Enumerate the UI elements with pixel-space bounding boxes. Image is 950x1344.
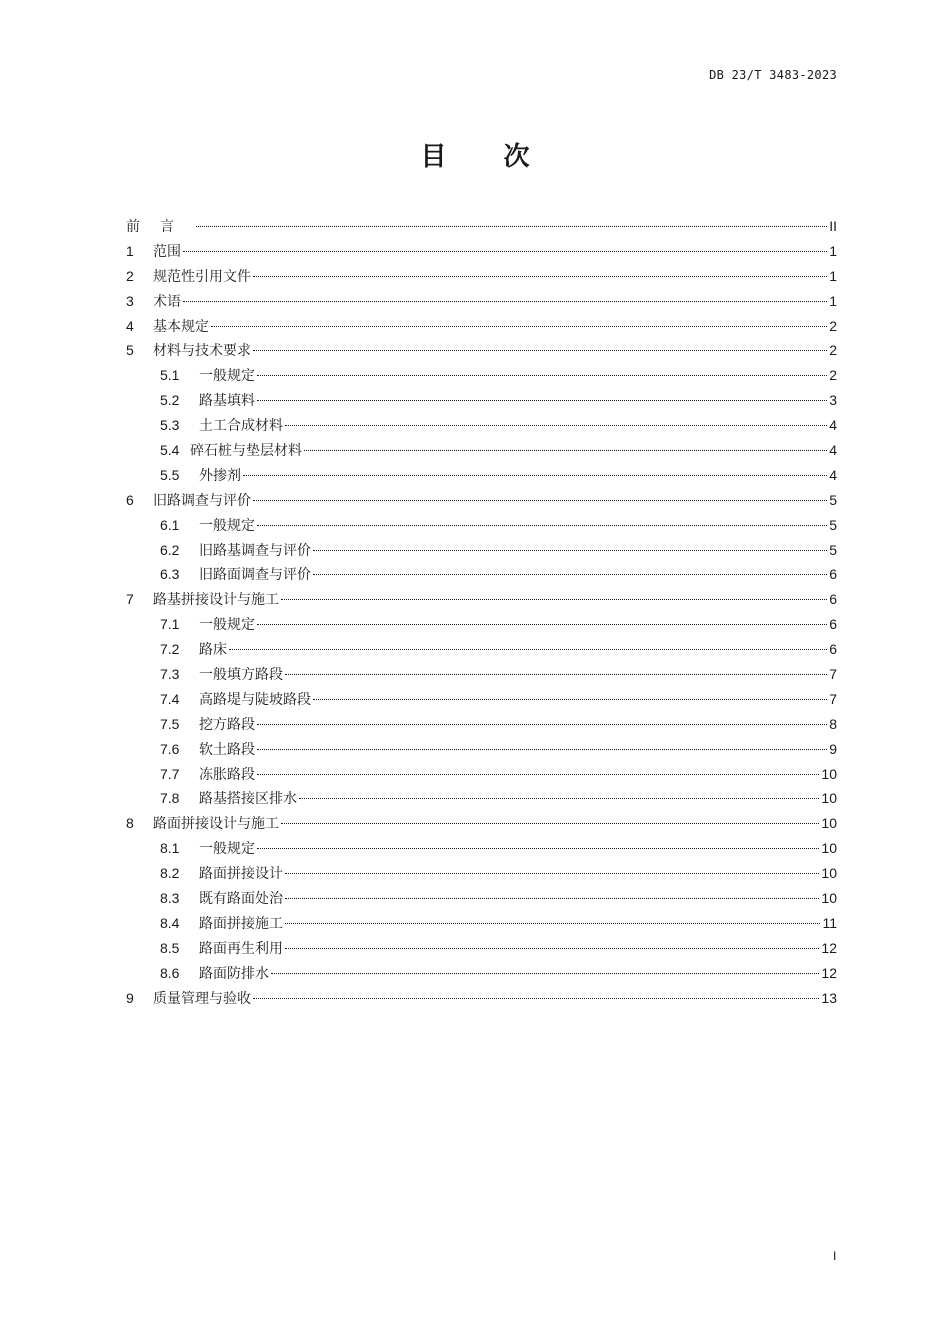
dot-leader — [313, 573, 827, 575]
toc-entry[interactable] — [126, 911, 837, 936]
dot-leader — [271, 972, 819, 974]
dot-leader — [253, 349, 827, 351]
toc-entry-label: 高路堤与陡坡路段 — [199, 691, 311, 708]
toc-entry-number: 4 — [126, 317, 134, 334]
toc-entry-label: 路面拼接施工 — [199, 915, 283, 932]
toc-entry-page: 10 — [821, 890, 837, 907]
toc-entry-number: 7.4 — [160, 690, 180, 707]
toc-entry-page: 7 — [829, 666, 837, 683]
toc-entry-label: 一般填方路段 — [199, 667, 283, 684]
toc-entry-number: 8.3 — [160, 890, 180, 907]
toc-entry-label: 既有路面处治 — [199, 891, 283, 908]
toc-entry-page: 10 — [821, 840, 837, 857]
toc-entry[interactable] — [126, 612, 837, 637]
toc-entry-page: 13 — [821, 989, 837, 1006]
dot-leader — [285, 947, 819, 949]
toc-entry-label: 外掺剂 — [199, 467, 241, 484]
toc-entry-page: 8 — [829, 715, 837, 732]
toc-entry-number: 8.1 — [160, 840, 180, 857]
toc-entry-label: 路面防排水 — [199, 965, 269, 982]
toc-entry-number: 6.1 — [160, 516, 180, 533]
toc-entry-label: 术语 — [153, 293, 181, 310]
toc-entry-number: 6.3 — [160, 566, 180, 583]
toc-entry-page: 10 — [821, 815, 837, 832]
toc-entry-page: 4 — [829, 417, 837, 434]
toc-entry[interactable] — [126, 687, 837, 712]
toc-entry-number: 8.2 — [160, 865, 180, 882]
dot-leader — [257, 399, 827, 401]
toc-entry-label: 挖方路段 — [199, 716, 255, 733]
dot-leader — [253, 499, 827, 501]
toc-entry-label: 冻胀路段 — [199, 766, 255, 783]
toc-entry-label: 软土路段 — [199, 741, 255, 758]
dot-leader — [211, 325, 827, 327]
toc-entry[interactable] — [126, 737, 837, 762]
toc-entry-page: 10 — [821, 765, 837, 782]
toc-entry-label: 路床 — [199, 642, 227, 659]
toc-entry[interactable] — [126, 936, 837, 961]
toc-entry-label: 前言 — [126, 219, 194, 235]
toc-entry-label: 范围 — [153, 243, 181, 260]
toc-entry[interactable] — [126, 811, 837, 836]
toc-entry-page: 1 — [829, 242, 837, 259]
toc-entry[interactable] — [126, 836, 837, 861]
toc-entry-page: 10 — [821, 865, 837, 882]
toc-entry-number: 7.3 — [160, 666, 180, 683]
toc-entry-page: 12 — [821, 964, 837, 981]
toc-entry-page: 11 — [822, 914, 837, 931]
toc-entry[interactable] — [126, 587, 837, 612]
dot-leader — [313, 698, 827, 700]
toc-entry-number: 7 — [126, 591, 134, 608]
toc-entry-page: 6 — [829, 641, 837, 658]
toc-entry[interactable] — [126, 513, 837, 538]
toc-entry-page: 1 — [829, 292, 837, 309]
toc-entry-page: 5 — [829, 491, 837, 508]
toc-entry[interactable] — [126, 264, 837, 289]
toc-entry-label: 质量管理与验收 — [153, 990, 251, 1007]
toc-entry-number: 9 — [126, 989, 134, 1006]
toc-entry-number: 8.5 — [160, 939, 180, 956]
toc-entry-label: 旧路调查与评价 — [153, 492, 251, 509]
dot-leader — [196, 225, 827, 227]
toc-entry-number: 1 — [126, 242, 134, 259]
toc-entry-label: 路基填料 — [199, 393, 255, 410]
dot-leader — [229, 648, 827, 650]
toc-entry[interactable] — [126, 463, 837, 488]
toc-entry-number: 8.4 — [160, 914, 180, 931]
toc-entry-label: 一般规定 — [199, 617, 255, 634]
toc-entry-page: 1 — [829, 267, 837, 284]
toc-entry[interactable] — [126, 538, 837, 563]
dot-leader — [257, 847, 819, 849]
dot-leader — [313, 549, 827, 551]
dot-leader — [285, 424, 827, 426]
toc-entry-number: 5 — [126, 342, 134, 359]
toc-entry-label: 旧路面调查与评价 — [199, 567, 311, 584]
toc-entry-number: 6.2 — [160, 541, 180, 558]
toc-entry-label: 路面拼接设计与施工 — [153, 816, 279, 833]
dot-leader — [253, 997, 819, 999]
toc-entry-page: 2 — [829, 367, 837, 384]
toc-entry-number: 7.5 — [160, 715, 180, 732]
toc-entry[interactable] — [126, 562, 837, 587]
toc-entry-page: 5 — [829, 541, 837, 558]
toc-entry[interactable] — [126, 961, 837, 986]
toc-entry-number: 2 — [126, 267, 134, 284]
toc-entry-number: 7.1 — [160, 616, 180, 633]
toc-entry-number: 5.1 — [160, 367, 180, 384]
toc-entry-page: 4 — [829, 466, 837, 483]
toc-entry-label: 一般规定 — [199, 517, 255, 534]
dot-leader — [243, 474, 827, 476]
toc-entry[interactable] — [126, 786, 837, 811]
toc-entry-label: 路面再生利用 — [199, 940, 283, 957]
toc-entry[interactable] — [126, 289, 837, 314]
dot-leader — [257, 524, 827, 526]
toc-entry-number: 5.3 — [160, 417, 180, 434]
toc-entry-label: 一般规定 — [199, 841, 255, 858]
toc-entry-number: 5.4 — [160, 442, 180, 459]
toc-entry-label: 规范性引用文件 — [153, 268, 251, 285]
toc-entry-page: 2 — [829, 342, 837, 359]
toc-entry-label: 路基搭接区排水 — [199, 791, 297, 808]
toc-entry-label: 基本规定 — [153, 318, 209, 335]
toc-entry[interactable] — [126, 637, 837, 662]
toc-entry-page: 7 — [829, 690, 837, 707]
toc-entry-number: 7.7 — [160, 765, 180, 782]
document-code: DB 23/T 3483-2023 — [709, 68, 837, 82]
page-title: 目 次 — [420, 142, 554, 172]
toc-entry-page: 2 — [829, 317, 837, 334]
dot-leader — [257, 773, 819, 775]
toc-entry[interactable] — [126, 314, 837, 339]
toc-entry[interactable] — [126, 363, 837, 388]
toc-entry-page: 10 — [821, 790, 837, 807]
dot-leader — [304, 449, 827, 451]
toc-entry-number: 8 — [126, 815, 134, 832]
toc-entry-label: 碎石桩与垫层材料 — [190, 443, 302, 460]
dot-leader — [281, 822, 819, 824]
toc-entry[interactable] — [126, 438, 837, 463]
toc-entry-page: II — [829, 218, 837, 234]
toc-entry-number: 7.2 — [160, 641, 180, 658]
dot-leader — [281, 598, 827, 600]
dot-leader — [285, 872, 819, 874]
toc-entry[interactable] — [126, 488, 837, 513]
toc-entry[interactable] — [126, 712, 837, 737]
toc-entry[interactable] — [126, 214, 837, 239]
toc-entry[interactable] — [126, 338, 837, 363]
dot-leader — [257, 374, 827, 376]
toc-entry-page: 5 — [829, 516, 837, 533]
toc-entry-label: 路面拼接设计 — [199, 866, 283, 883]
toc-entry-label: 路基拼接设计与施工 — [153, 592, 279, 609]
dot-leader — [257, 723, 827, 725]
dot-leader — [183, 250, 827, 252]
toc-entry[interactable] — [126, 662, 837, 687]
toc-entry[interactable] — [126, 762, 837, 787]
toc-entry[interactable] — [126, 986, 837, 1011]
toc-entry-number: 3 — [126, 292, 134, 309]
toc-entry-number: 5.2 — [160, 392, 180, 409]
toc-entry-label: 材料与技术要求 — [153, 343, 251, 360]
toc-entry-label: 旧路基调查与评价 — [199, 542, 311, 559]
toc-entry[interactable] — [126, 413, 837, 438]
toc-entry-label: 一般规定 — [199, 368, 255, 385]
toc-entry-page: 4 — [829, 442, 837, 459]
dot-leader — [285, 897, 819, 899]
toc-entry-number: 6 — [126, 491, 134, 508]
toc-entry-number: 7.8 — [160, 790, 180, 807]
toc-entry-page: 12 — [821, 939, 837, 956]
toc-entry[interactable] — [126, 861, 837, 886]
toc-entry-number: 5.5 — [160, 466, 180, 483]
dot-leader — [285, 922, 820, 924]
toc-entry-label: 土工合成材料 — [199, 418, 283, 435]
toc-entry-number: 8.6 — [160, 964, 180, 981]
dot-leader — [285, 673, 827, 675]
toc-entry[interactable] — [126, 388, 837, 413]
toc-entry[interactable] — [126, 886, 837, 911]
dot-leader — [257, 748, 827, 750]
toc-entry[interactable] — [126, 239, 837, 264]
toc-entry-page: 6 — [829, 616, 837, 633]
toc-entry-page: 9 — [829, 740, 837, 757]
toc-entry-page: 6 — [829, 566, 837, 583]
toc-entry-page: 3 — [829, 392, 837, 409]
toc-entry-number: 7.6 — [160, 740, 180, 757]
table-of-contents — [126, 214, 837, 1011]
page-number: I — [833, 1249, 837, 1263]
toc-entry-page: 6 — [829, 591, 837, 608]
dot-leader — [183, 300, 827, 302]
dot-leader — [253, 275, 827, 277]
dot-leader — [299, 797, 819, 799]
dot-leader — [257, 623, 827, 625]
